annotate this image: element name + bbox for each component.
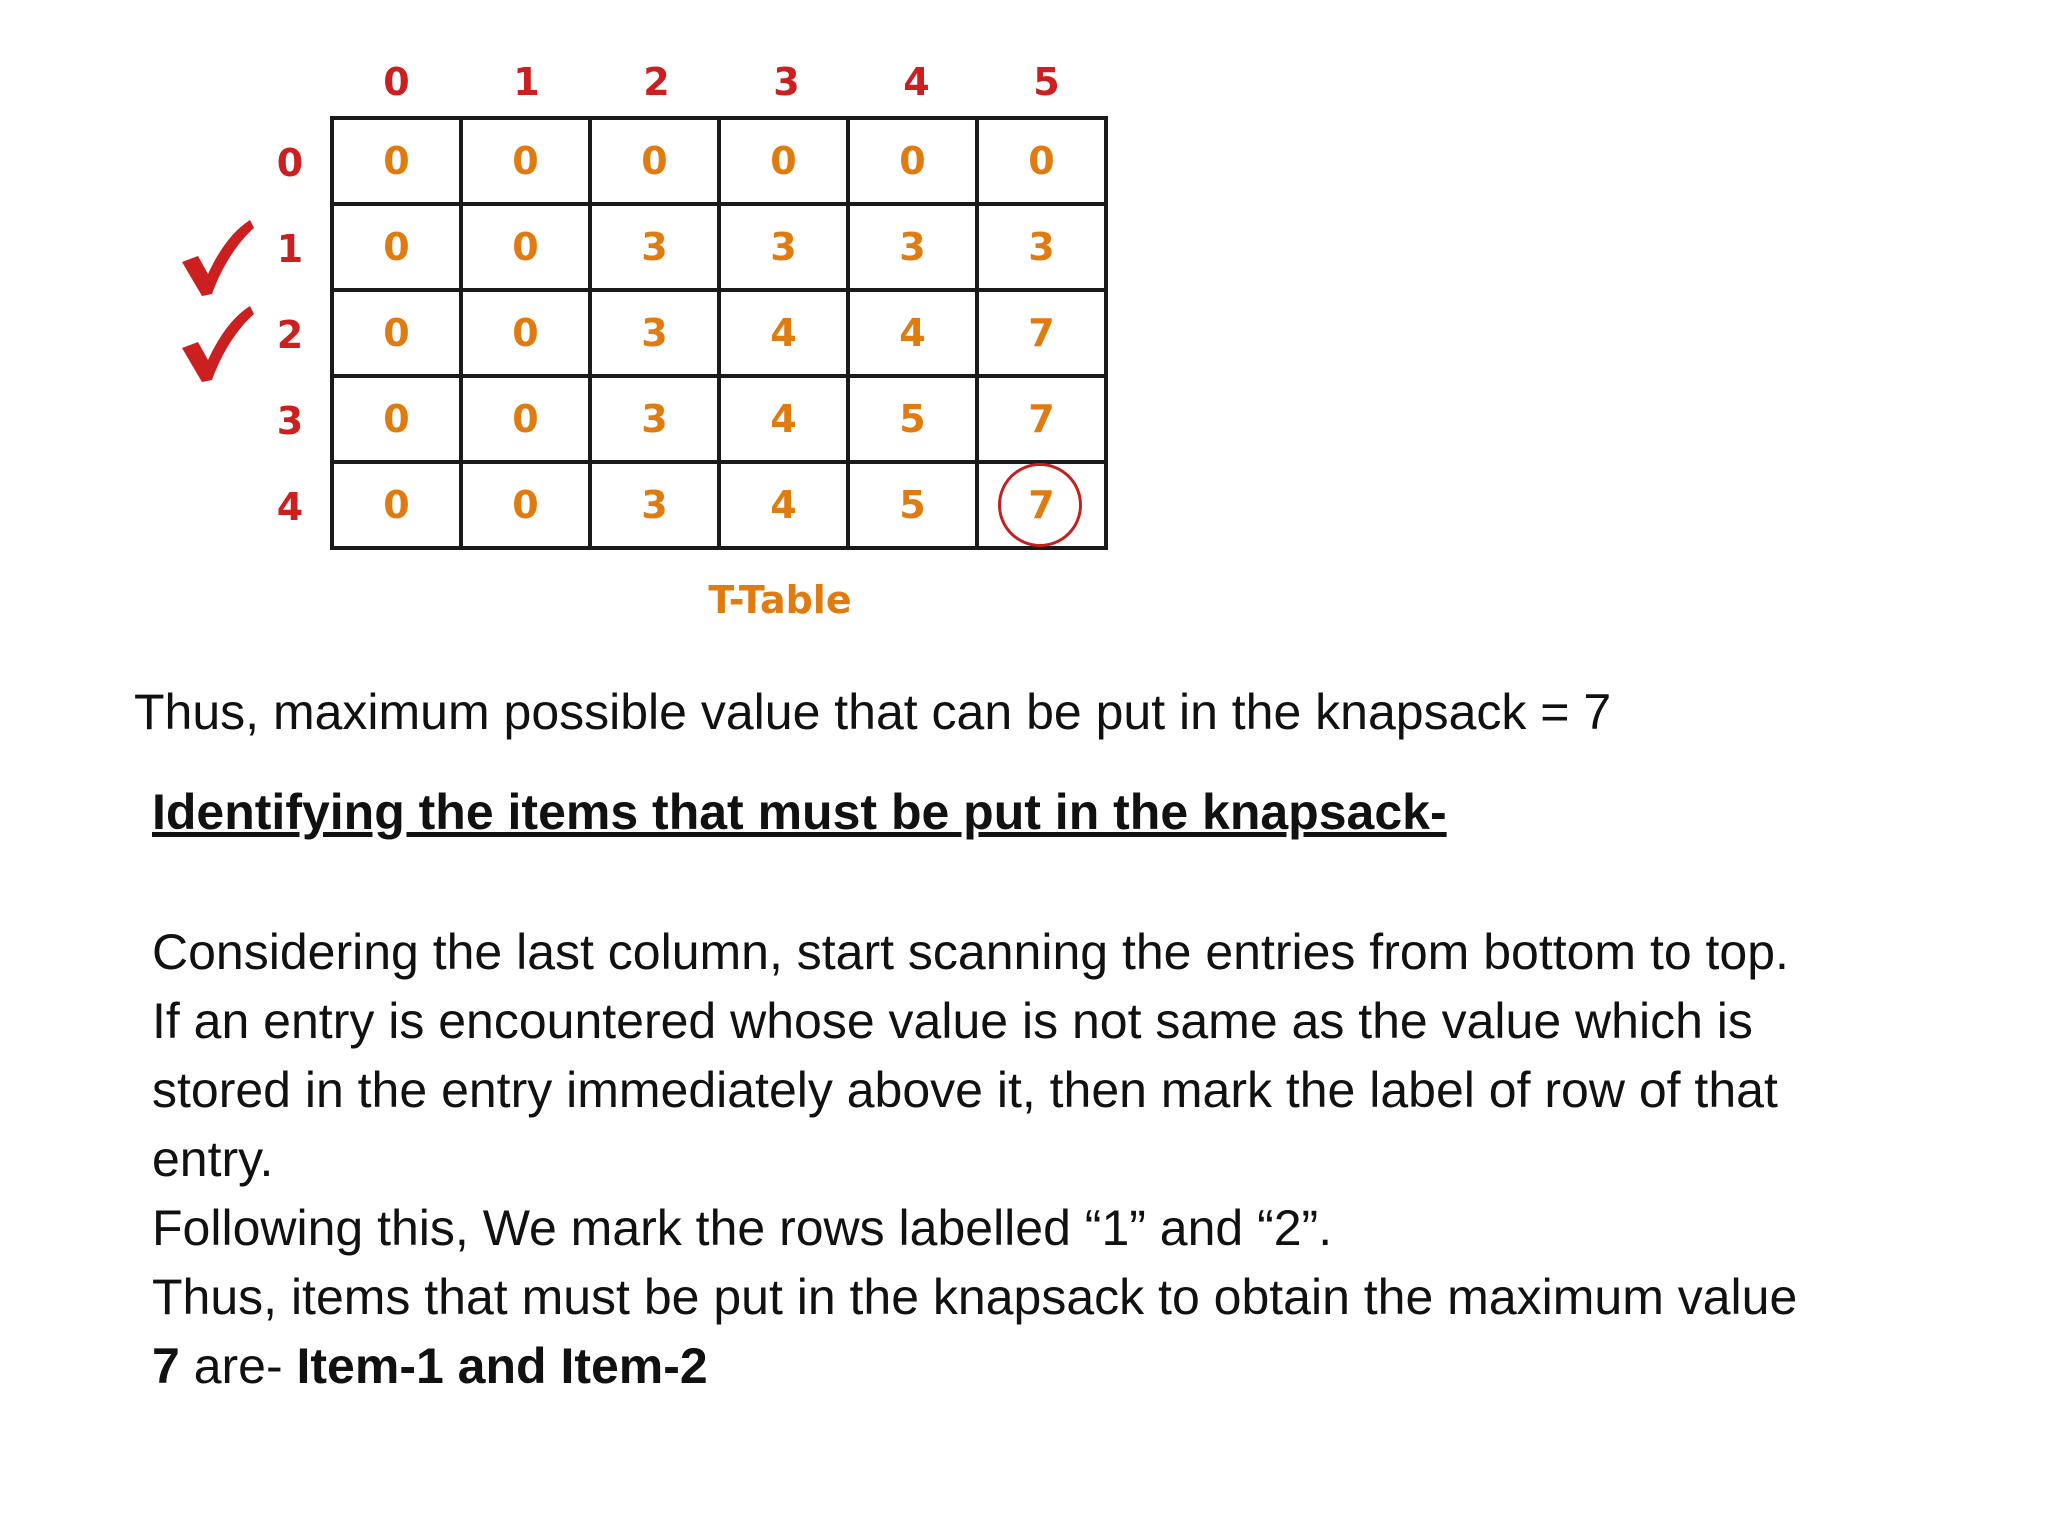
paragraph-line: Following this, We mark the rows labelled “1” and “2”. — [152, 1200, 1333, 1256]
conclusion-line — [152, 1332, 1972, 1401]
table-cell — [461, 118, 590, 204]
t-table-figure — [160, 50, 1140, 650]
column-header: 5 — [1033, 60, 1060, 104]
row-header: 2 — [276, 313, 304, 357]
conclusion-connector: are- — [179, 1338, 297, 1394]
row-header: 1 — [276, 227, 304, 271]
cell-value: 0 — [383, 483, 410, 527]
cell-value: 3 — [641, 483, 668, 527]
cell-value: 5 — [899, 483, 926, 527]
cell-value: 0 — [383, 311, 410, 355]
table-cell — [719, 376, 848, 462]
max-value: 7 — [152, 1338, 180, 1394]
row-header: 0 — [276, 141, 304, 185]
cell-value: 0 — [641, 139, 668, 183]
cell-value: 4 — [770, 311, 797, 355]
paragraph-line: Considering the last column, start scanning the entries from bottom to top. — [152, 924, 1789, 980]
table-cell — [848, 462, 977, 548]
column-header: 4 — [903, 60, 930, 104]
table-cell — [719, 118, 848, 204]
table-row — [332, 462, 1106, 548]
cell-value: 3 — [770, 225, 797, 269]
column-header: 2 — [643, 60, 670, 104]
selected-items: Item-1 and Item-2 — [296, 1338, 708, 1394]
table-cell — [848, 204, 977, 290]
checkmark-icon — [168, 218, 258, 304]
cell-value: 3 — [641, 225, 668, 269]
cell-value: 0 — [512, 139, 539, 183]
table-cell — [332, 204, 461, 290]
cell-value: 7 — [1028, 311, 1055, 355]
explanation-paragraph — [152, 918, 1972, 1401]
table-cell — [719, 204, 848, 290]
table-cell — [848, 376, 977, 462]
column-header: 0 — [383, 60, 410, 104]
cell-value: 3 — [641, 311, 668, 355]
summary-text: Thus, maximum possible value that can be put in the knapsack = 7 — [134, 684, 1612, 740]
paragraph-line: Thus, items that must be put in the knapsack to obtain the maximum value — [152, 1269, 1798, 1325]
cell-value: 0 — [770, 139, 797, 183]
table-row — [332, 376, 1106, 462]
cell-value: 0 — [512, 397, 539, 441]
table-cell — [977, 290, 1106, 376]
t-table — [330, 116, 1108, 550]
row-header: 3 — [276, 399, 304, 443]
cell-value: 0 — [383, 139, 410, 183]
table-caption: T-Table — [708, 578, 852, 622]
table-cell — [590, 462, 719, 548]
paragraph-line: stored in the entry immediately above it, then mark the label of row of that — [152, 1062, 1778, 1118]
cell-value: 0 — [383, 225, 410, 269]
cell-value: 0 — [1028, 139, 1055, 183]
table-cell — [848, 118, 977, 204]
cell-value: 4 — [770, 483, 797, 527]
table-cell — [461, 290, 590, 376]
table-cell — [977, 204, 1106, 290]
table-cell — [977, 118, 1106, 204]
table-cell — [719, 290, 848, 376]
table-cell — [461, 376, 590, 462]
section-heading: Identifying the items that must be put in the knapsack- — [152, 784, 1447, 840]
cell-value: 4 — [899, 311, 926, 355]
cell-value: 0 — [512, 311, 539, 355]
cell-value: 5 — [899, 397, 926, 441]
table-row — [332, 290, 1106, 376]
table-cell — [332, 376, 461, 462]
table-cell — [590, 290, 719, 376]
table-cell — [332, 290, 461, 376]
cell-value: 7 — [1028, 483, 1055, 527]
table-row — [332, 204, 1106, 290]
table-cell — [461, 462, 590, 548]
paragraph-line: If an entry is encountered whose value is not same as the value which is — [152, 993, 1753, 1049]
table-cell — [590, 204, 719, 290]
table-cell — [590, 376, 719, 462]
table-cell — [848, 290, 977, 376]
paragraph-line: entry. — [152, 1131, 274, 1187]
cell-value: 0 — [899, 139, 926, 183]
cell-value: 4 — [770, 397, 797, 441]
table-cell — [332, 462, 461, 548]
table-cell — [719, 462, 848, 548]
cell-value: 0 — [383, 397, 410, 441]
cell-value: 0 — [512, 483, 539, 527]
cell-value: 3 — [1028, 225, 1055, 269]
checkmark-icon — [168, 304, 258, 390]
table-row — [332, 118, 1106, 204]
cell-value: 3 — [641, 397, 668, 441]
table-cell — [332, 118, 461, 204]
column-header: 1 — [513, 60, 540, 104]
table-cell — [590, 118, 719, 204]
column-header: 3 — [773, 60, 800, 104]
row-header: 4 — [276, 485, 304, 529]
cell-value: 7 — [1028, 397, 1055, 441]
cell-value: 0 — [512, 225, 539, 269]
table-cell — [461, 204, 590, 290]
table-cell — [977, 462, 1106, 548]
table-cell — [977, 376, 1106, 462]
cell-value: 3 — [899, 225, 926, 269]
